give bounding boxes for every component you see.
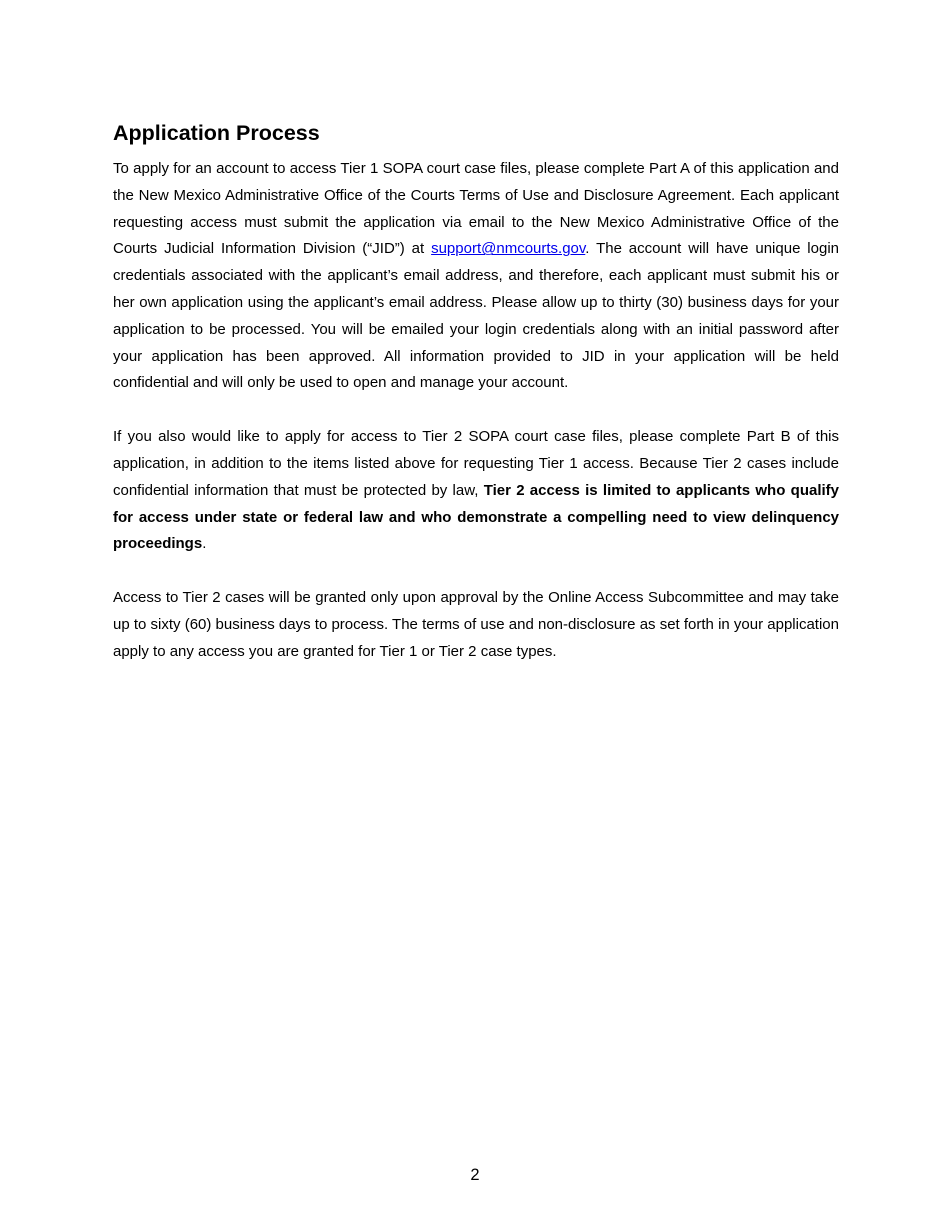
paragraph-tier2-approval: Access to Tier 2 cases will be granted only upon approval by the Online Access Subcommittee and may take up to sixty (60) business days to process. The terms of use and non-disclosure as set forth in your application apply to any access you are granted for Tier 1 or Tier 2 case types. — [113, 589, 839, 660]
paragraph-text: To apply for an account to access Tier 1 SOPA court case files, please complete Part A of this application and the New Mexico Administrative Office of the Courts Terms of Use and Disclosure Agreement. Each applicant requesting access must submit the application via email to the New Mexico Administrative Office of the Courts Judicial Information Division (“JID”) at — [113, 160, 839, 258]
section-heading: Application Process — [113, 121, 320, 145]
paragraph-text: . The account will have unique login credentials associated with the applicant’s email address, and therefore, each applicant must submit his or her own application using the applicant’s email address. Please allow up to thirty (30) business days for your application to be processed. You will be emailed your login credentials along with an initial password after your application has been approved. All information provided to JID in your application will be held confidential and will only be used to open and manage your account. — [113, 240, 839, 392]
paragraph-text: If you also would like to apply for access to Tier 2 SOPA court case files, please complete Part B of this application, in addition to the items listed above for requesting Tier 1 access. Because Tier 2 cases include confidential information that must be protected by law, — [113, 428, 839, 499]
paragraph-tier1-application — [113, 156, 839, 397]
document-body — [113, 118, 839, 693]
bold-requirement-text: Tier 2 access is limited to applicants who qualify for access under state or federal law and who demonstrate a compelling need to view delinquency proceedings — [113, 481, 839, 553]
paragraph-tier2-application — [113, 424, 839, 558]
paragraph-text: . — [202, 535, 207, 553]
support-email-link[interactable]: support@nmcourts.gov — [431, 240, 586, 258]
page-number: 2 — [470, 1166, 480, 1184]
